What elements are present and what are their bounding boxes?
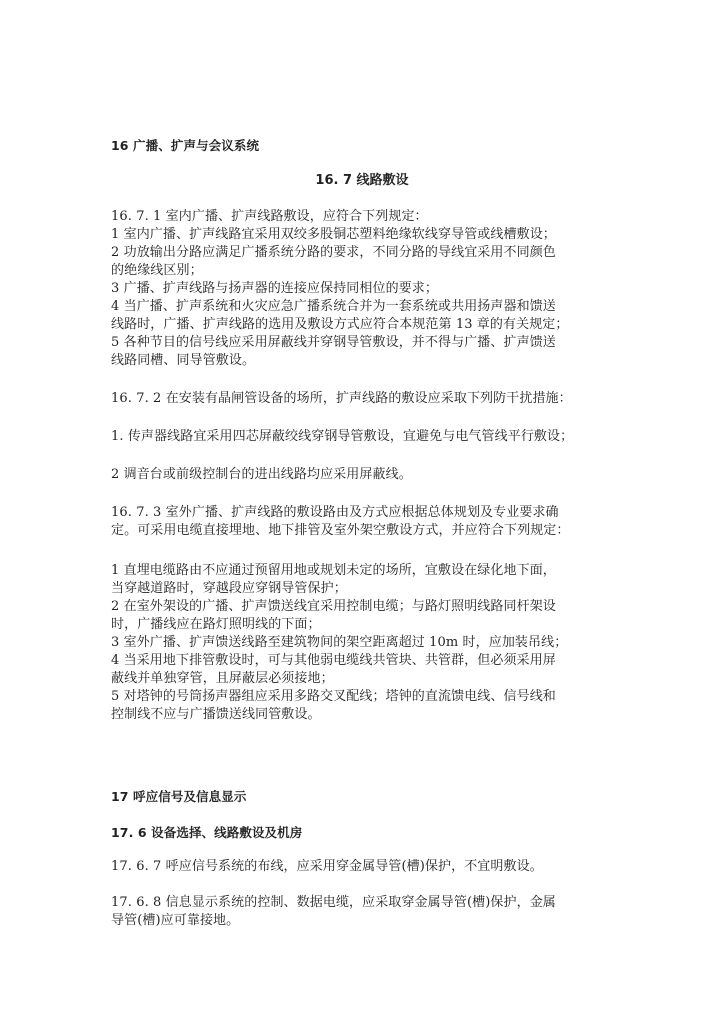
para-16-7-3-item-line-7: 蔽线并单独穿管，且屏蔽层必须接地；: [111, 671, 334, 686]
para-16-7-3-item-line-9: 控制线不应与广播馈送线同管敷设。: [111, 707, 321, 722]
para-16-7-1-line-3: 2 功放输出分路应满足广播系统分路的要求，不同分路的导线宜采用不同颜色: [111, 245, 556, 260]
para-16-7-1-line-2: 1 室内广播、扩声线路宜采用双绞多股铜芯塑料绝缘软线穿导管或线槽敷设；: [111, 227, 556, 242]
para-16-7-3-item-line-4: 时，广播线应在路灯照明线的下面；: [111, 617, 321, 632]
para-17-6-8-line-1: 17. 6. 8 信息显示系统的控制、数据电缆，应采取穿金属导管(槽)保护，金属: [111, 895, 556, 910]
para-16-7-2-item-1: 1. 传声器线路宜采用四芯屏蔽绞线穿钢导管敷设，宜避免与电气管线平行敷设；: [111, 429, 574, 444]
para-16-7-3-line-2: 定。可采用电缆直接埋地、地下排管及室外架空敷设方式，并应符合下列规定：: [111, 523, 570, 538]
para-16-7-3-item-line-8: 5 对塔钟的号筒扬声器组应采用多路交叉配线；塔钟的直流馈电线、信号线和: [111, 689, 556, 704]
para-16-7-3-item-line-5: 3 室外广播、扩声馈送线路至建筑物间的架空距离超过 10m 时，应加装吊线；: [111, 635, 568, 650]
section-17-6-heading: 17. 6 设备选择、线路敷设及机房: [111, 825, 303, 840]
section-17-title: 17 呼应信号及信息显示: [111, 789, 247, 804]
para-17-6-7: 17. 6. 7 呼应信号系统的布线，应采用穿金属导管(槽)保护，不宜明敷设。: [111, 859, 543, 874]
para-16-7-1-line-5: 3 广播、扩声线路与扬声器的连接应保持同相位的要求；: [111, 281, 439, 296]
para-16-7-3-item-line-2: 当穿越道路时，穿越段应穿钢导管保护；: [111, 581, 347, 596]
para-16-7-1-line-8: 5 各种节目的信号线应采用屏蔽线并穿钢导管敷设，并不得与广播、扩声馈送: [111, 335, 556, 350]
section-16-7-heading: 16. 7 线路敷设: [315, 173, 409, 188]
para-16-7-3-line-1: 16. 7. 3 室外广播、扩声线路的敷设路由及方式应根据总体规划及专业要求确: [111, 505, 559, 520]
para-16-7-2: 16. 7. 2 在安装有晶闸管设备的场所，扩声线路的敷设应采取下列防干扰措施：: [111, 391, 572, 406]
para-16-7-3-item-line-6: 4 当采用地下排管敷设时，可与其他弱电缆线共管块、共管群，但必须采用屏: [111, 653, 556, 668]
para-16-7-1-line-7: 线路时，广播、扩声线路的选用及敷设方式应符合本规范第 13 章的有关规定；: [111, 317, 569, 332]
para-16-7-1-line-9: 线路同槽、同导管敷设。: [111, 353, 256, 368]
para-16-7-3-item-line-3: 2 在室外架设的广播、扩声馈送线宜采用控制电缆；与路灯照明线路同杆架设: [111, 599, 556, 614]
para-16-7-1-line-4: 的绝缘线区别；: [111, 263, 203, 278]
para-16-7-3-item-line-1: 1 直埋电缆路由不应通过预留用地或规划未定的场所，宜敷设在绿化地下面，: [111, 563, 556, 578]
para-17-6-8-line-2: 导管(槽)应可靠接地。: [111, 913, 240, 928]
para-16-7-1-line-1: 16. 7. 1 室内广播、扩声线路敷设，应符合下列规定：: [111, 209, 428, 224]
para-16-7-1-line-6: 4 当广播、扩声系统和火灾应急广播系统合并为一套系统或共用扬声器和馈送: [111, 299, 556, 314]
section-16-title: 16 广播、扩声与会议系统: [111, 138, 260, 153]
para-16-7-2-item-2: 2 调音台或前级控制台的进出线路均应采用屏蔽线。: [111, 467, 412, 482]
